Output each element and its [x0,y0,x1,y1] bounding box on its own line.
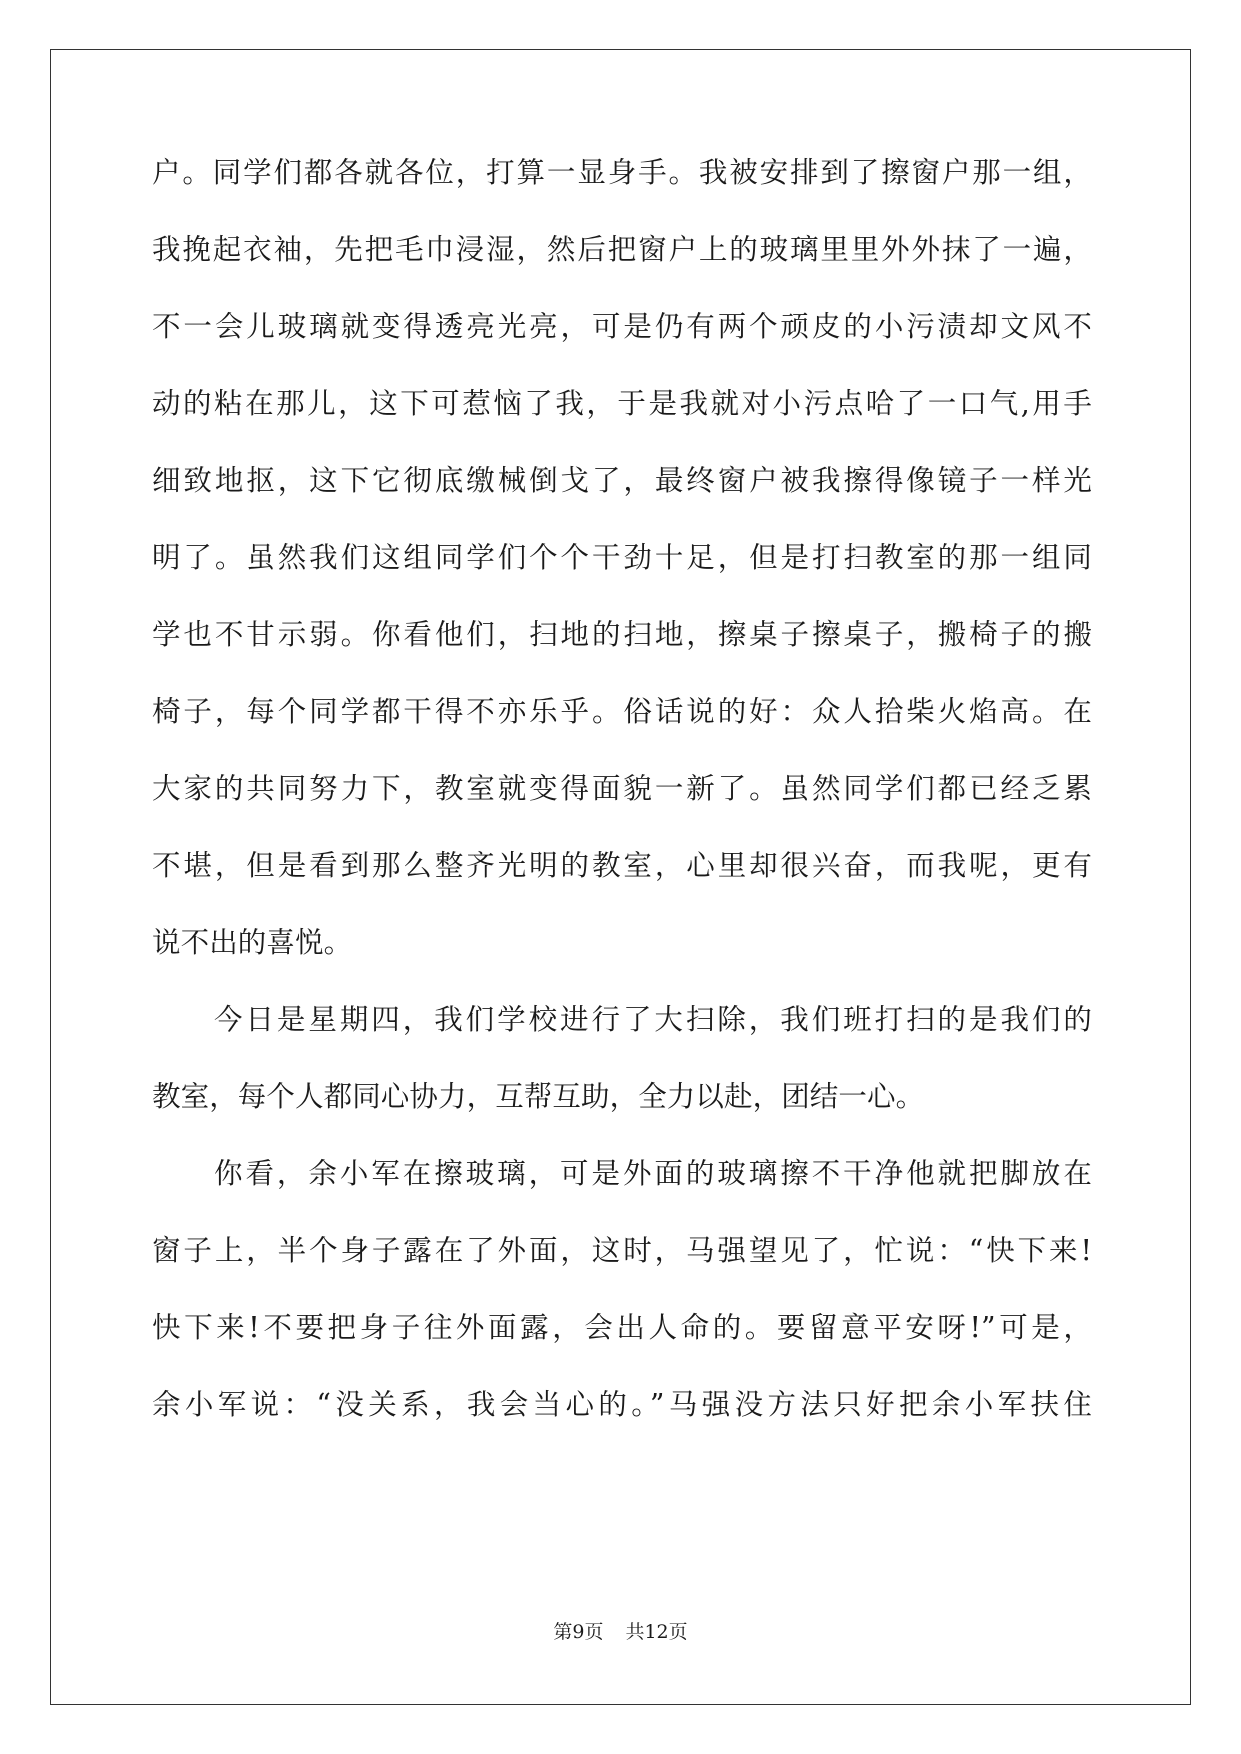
paragraph-first-line: 今日是星期四，我们学校进行了大扫除，我们班打扫的是我们的 [214,1003,1092,1036]
text-line: 我挽起衣袖，先把毛巾浸湿，然后把窗户上的玻璃里里外外抹了一遍， [152,233,1092,266]
text-line: 大家的共同努力下，教室就变得面貌一新了。虽然同学们都已经乏累 [152,772,1092,805]
paragraph-first-line: 你看，余小军在擦玻璃，可是外面的玻璃擦不干净他就把脚放在 [214,1157,1092,1190]
text-line: 学也不甘示弱。你看他们，扫地的扫地，擦桌子擦桌子，搬椅子的搬 [152,618,1092,651]
text-line: 教室，每个人都同心协力，互帮互助，全力以赴，团结一心。 [152,1080,925,1113]
text-line: 明了。虽然我们这组同学们个个干劲十足，但是打扫教室的那一组同 [152,541,1092,574]
total-page-count: 共12页 [625,1621,688,1643]
text-line: 余小军说：“没关系，我会当心的。”马强没方法只好把余小军扶住 [152,1388,1092,1421]
document-body [152,158,1092,1467]
current-page-number: 第9页 [553,1621,604,1643]
text-line: 窗子上，半个身子露在了外面，这时，马强望见了，忙说：“快下来! [152,1234,1092,1267]
text-line: 椅子，每个同学都干得不亦乐乎。俗话说的好：众人拾柴火焰高。在 [152,695,1092,728]
text-line: 户。同学们都各就各位，打算一显身手。我被安排到了擦窗户那一组， [152,156,1092,189]
text-line: 不一会儿玻璃就变得透亮光亮，可是仍有两个顽皮的小污渍却文风不 [152,310,1092,343]
text-line: 快下来!不要把身子往外面露，会出人命的。要留意平安呀!”可是， [152,1311,1092,1344]
text-line: 说不出的喜悦。 [152,926,353,959]
text-line: 细致地抠，这下它彻底缴械倒戈了，最终窗户被我擦得像镜子一样光 [152,464,1092,497]
text-line: 不堪，但是看到那么整齐光明的教室，心里却很兴奋，而我呢，更有 [152,849,1092,882]
page-footer [0,1621,1241,1643]
text-line: 动的粘在那儿，这下可惹恼了我，于是我就对小污点哈了一口气,用手 [152,387,1092,420]
